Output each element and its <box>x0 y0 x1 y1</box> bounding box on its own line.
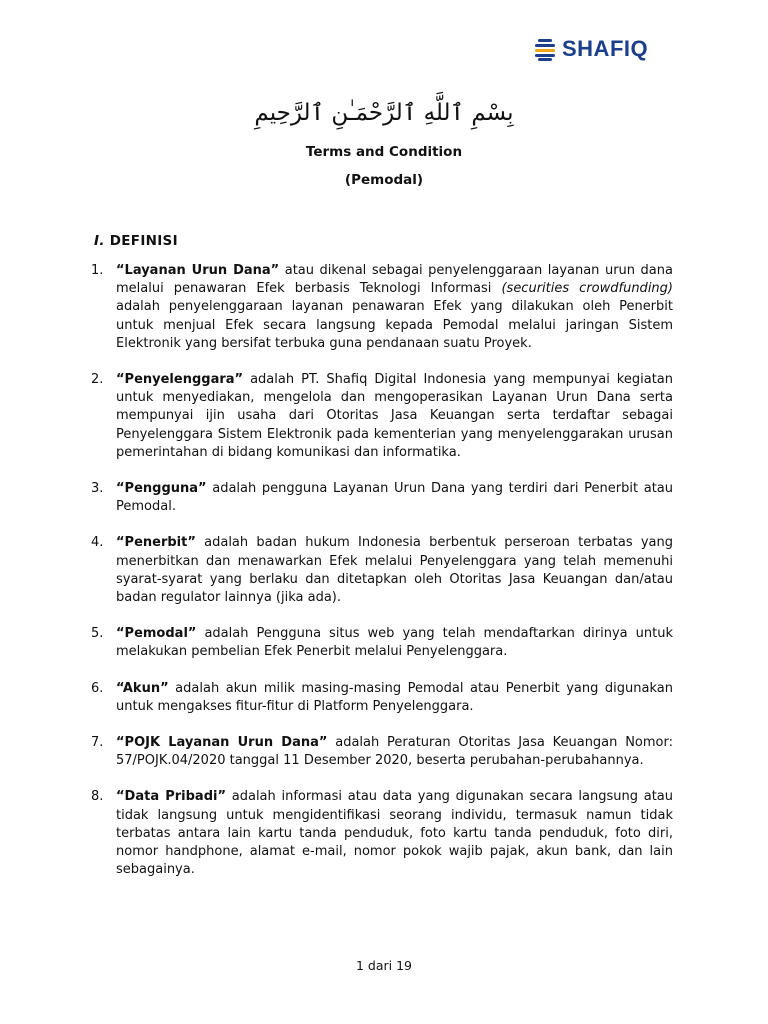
definition-term: “Akun” <box>116 680 169 696</box>
section-heading <box>94 233 178 249</box>
definition-term: “Penyelenggara” <box>116 372 244 388</box>
definition-item <box>0 480 768 516</box>
definition-number: 2. <box>91 372 104 388</box>
definition-item <box>0 371 768 462</box>
definition-term: “Penerbit” <box>116 535 196 551</box>
definition-number: 5. <box>91 626 104 642</box>
definitions-list <box>0 262 768 897</box>
definition-number: 8. <box>91 789 104 805</box>
definition-term: “Data Pribadi” <box>116 789 227 805</box>
definition-term: “Pengguna” <box>116 481 207 497</box>
definition-number: 6. <box>91 680 104 696</box>
shafiq-logo-icon <box>534 37 556 61</box>
definition-term: “POJK Layanan Urun Dana” <box>116 735 328 751</box>
shafiq-logo <box>534 36 648 62</box>
definition-text: adalah Peraturan Otoritas Jasa Keuangan Nomor: 57/POJK.04/2020 tanggal 11 Desember 2020, beserta perubahan-perubahannya. <box>116 735 673 769</box>
definition-number: 3. <box>91 481 104 497</box>
definition-text: adalah pengguna Layanan Urun Dana yang terdiri dari Penerbit atau Pemodal. <box>116 481 673 515</box>
definition-term: “Pemodal” <box>116 626 197 642</box>
definition-text-italic: (securities crowdfunding) <box>501 281 673 297</box>
section-number: I. <box>94 233 105 249</box>
section-title: DEFINISI <box>109 233 178 249</box>
definition-number: 7. <box>91 735 104 751</box>
definition-term: “Layanan Urun Dana” <box>116 263 280 278</box>
definition-text: adalah akun milik masing-masing Pemodal atau Penerbit yang digunakan untuk mengakses fitur-fitur di Platform Penyelenggara. <box>116 680 673 714</box>
definition-number: 4. <box>91 535 104 551</box>
definition-item <box>0 625 768 661</box>
definition-item <box>0 734 768 770</box>
definition-text: atau dikenal sebagai penyelenggaraan layanan urun dana melalui penawaran Efek berbasis Teknologi Informasi <box>116 263 673 297</box>
definition-item <box>0 680 768 716</box>
document-subtitle: (Pemodal) <box>344 172 424 188</box>
page-number: 1 dari 19 <box>355 958 412 973</box>
definition-number: 1. <box>91 263 104 278</box>
definition-text: adalah penyelenggaraan layanan penawaran Efek yang dilakukan oleh Penerbit untuk menjual Efek secara langsung kepada Pemodal melalui jaringan Sistem Elektronik yang bersifat terbuka guna pendanaan suatu Proyek. <box>116 299 673 351</box>
definition-item <box>0 262 768 353</box>
logo-text: SHAFIQ <box>562 36 649 61</box>
definition-text: adalah Pengguna situs web yang telah mendaftarkan dirinya untuk melakukan pembelian Efek Penerbit melalui Penyelenggara. <box>116 626 673 660</box>
basmala: بِسْمِ ٱللَّهِ ٱلرَّحْمَـٰنِ ٱلرَّحِيمِ <box>254 100 514 126</box>
definition-item <box>0 788 768 879</box>
definition-item <box>0 534 768 607</box>
document-title: Terms and Condition <box>305 144 463 160</box>
definition-text: adalah PT. Shafiq Digital Indonesia yang mempunyai kegiatan untuk menyediakan, mengelola dan mengoperasikan Layanan Urun Dana serta mempunyai ijin usaha dari Otoritas Jasa Keuangan serta terdaftar sebagai Penyelenggara Sistem Elektronik pada kementerian yang menyelenggarakan urusan pemerintahan di bidang komunikasi dan informatika. <box>116 372 673 460</box>
definition-text: adalah informasi atau data yang digunakan secara langsung atau tidak langsung untuk mengidentifikasi seorang individu, termasuk namun tidak terbatas antara lain kartu tanda penduduk, foto kartu tanda penduduk, foto diri, nomor handphone, alamat e-mail, nomor pokok wajib pajak, akun bank, dan lain sebagainya. <box>116 789 673 878</box>
definition-text: adalah badan hukum Indonesia berbentuk perseroan terbatas yang menerbitkan dan menawarkan Efek melalui Penyelenggara yang telah memenuhi syarat-syarat yang berlaku dan ditetapkan oleh Otoritas Jasa Keuangan dan/atau badan regulator lainnya (jika ada). <box>116 535 673 606</box>
